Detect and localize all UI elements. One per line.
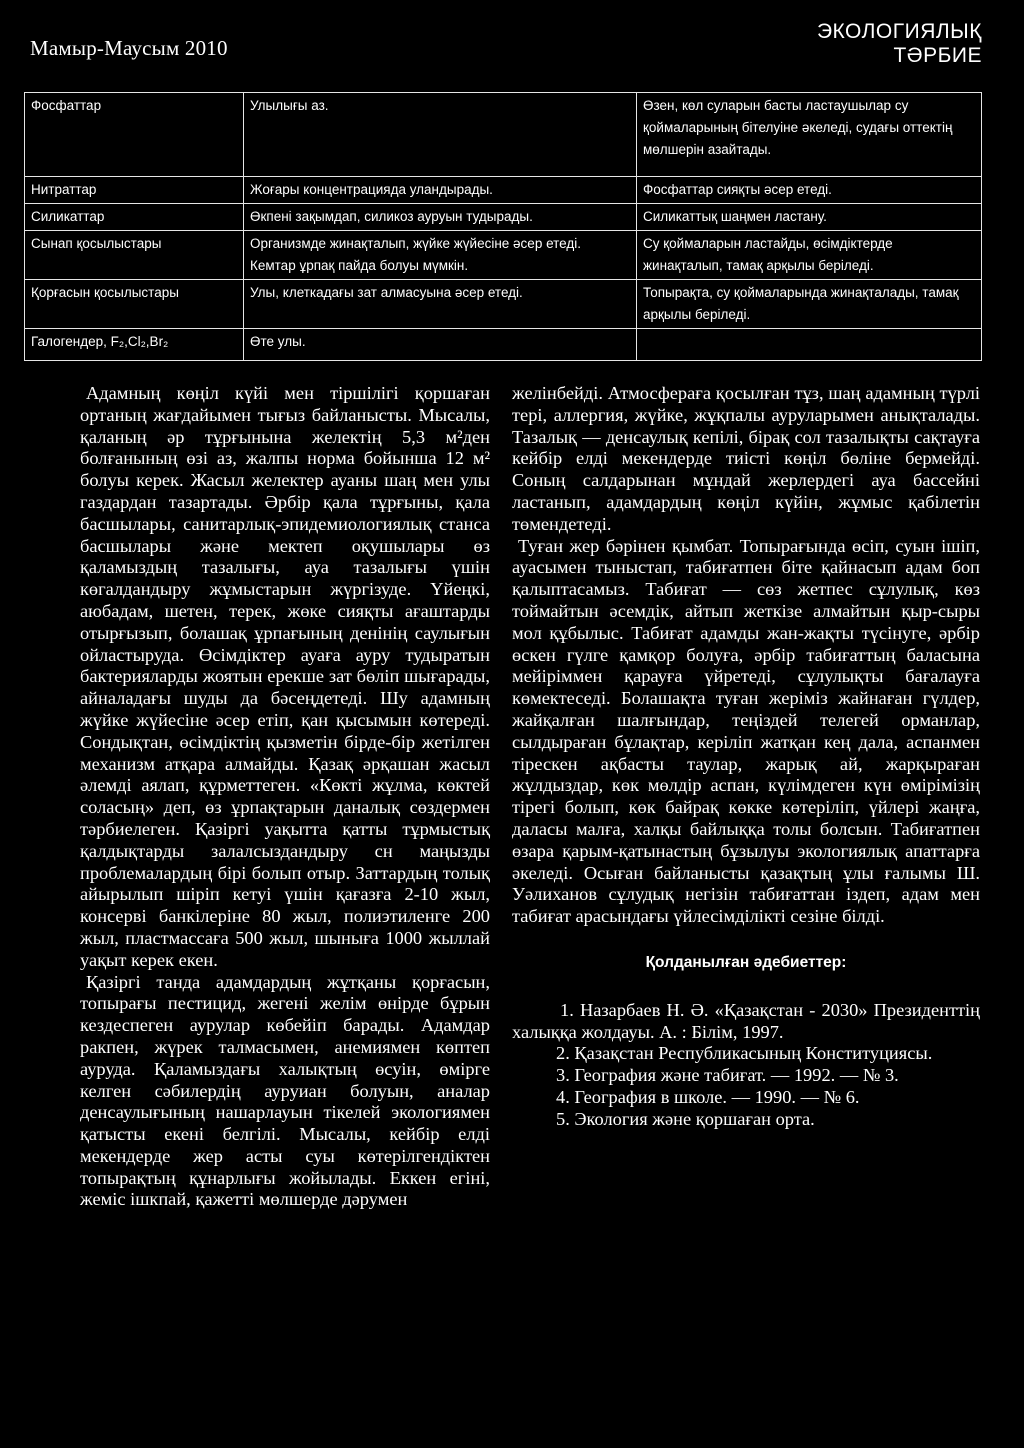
table-cell-health-effect: Жоғары концентрацияда уландырады. (244, 177, 637, 204)
table-row (25, 329, 982, 361)
table-cell-environment-effect: Топырақта, су қоймаларында жинақталады, тамақ арқылы беріледі. (637, 280, 982, 329)
table-row (25, 177, 982, 204)
table-cell-substance: Силикаттар (25, 204, 244, 231)
reference-item: 1. Назарбаев Н. Ә. «Қазақстан - 2030» Президенттің халыққа жолдауы. А. : Білім, 1997. (512, 999, 980, 1042)
table-cell-substance: Галогендер, F₂,Cl₂,Br₂ (25, 329, 244, 361)
table-cell-substance: Фосфаттар (25, 93, 244, 177)
pollutants-table (24, 92, 982, 361)
table-cell-environment-effect: Өзен, көл суларын басты ластаушылар су қоймаларының бітелуіне әкеледі, судағы оттектің мөлшерін азайтады. (637, 93, 982, 177)
issue-date: Мамыр-Маусым 2010 (30, 36, 228, 60)
table-row (25, 93, 982, 177)
article-column-left (80, 383, 490, 1211)
table-cell-environment-effect (637, 329, 982, 361)
table-cell-health-effect: Өте улы. (244, 329, 637, 361)
table-cell-health-effect: Организмде жинақталып, жүйке жүйесіне әсер етеді. Кемтар ұрпақ пайда болуы мүмкін. (244, 231, 637, 280)
article-paragraph: Туған жер бәрінен қымбат. Топырағында өсіп, суын ішіп, ауасымен тыныстап, табиғатпен біте қайнасып адам боп қалыптасамыз. Табиғат — сөз жетпес сұлулық, көз тоймайтын әсемдік, айтып жеткізе алмайтын қыр-сыры мол құбылыс. Табиғат адамды жан-жақты түсінуге, әрбір өскен гүлге қамқор болуға, әрбір табиғаттың баласына мейіріммен қарауға үйретеді, сұлулықты бағалауға көмектеседі. Болашақта туған жеріміз жайнаған гүлдер, жайқалған шалғындар, теңіздей телегей орманлар, сылдыраған бұлақтар, кеpіліп жатқан кең дала, аспанмен тірескен ақбасты таулар, жарық ай, жарқыраған жұлдыздар, көк мөлдір аспан, күлімдеген күн өмірімізің тірегі болып, көк байрақ көкке көтеріліп, үйлері жаңға, даласы малға, халқы байлыққа толы болсын. Табиғатпен өзара қарым-қатынастың бұзылуы экологиялық апаттарға әкеледі. Осыған байланысты қазақтың ұлы ғалымы Ш. Уәлиханов сұлудық негізін табиғаттан іздеп, адам мен табиғат арасындағы үйлесімділікті сезіне білді. (512, 535, 980, 927)
article-paragraph: желінбейді. Атмосфераға қосылған тұз, шаң адамның түрлі тері, аллергия, жүйке, жұқпалы ауруларымен анықталады. Тазалық — денсаулық кепілі, бірақ сол тазалықты сақтауға кейбір елді мекендерде тиісті көңіл бөліне бермейді. Соның салдарынан мұндай жерлердегі ауа бассейні ластанып, адамдардың көңіл күйін, жұмыс қабілетін төмендетеді. (512, 383, 980, 534)
table-row (25, 231, 982, 280)
table-cell-health-effect: Улы, клеткадағы зат алмасуына әсер етеді. (244, 280, 637, 329)
table-cell-substance: Нитраттар (25, 177, 244, 204)
table-cell-substance: Сынап қосылыстары (25, 231, 244, 280)
section-title-line1: ЭКОЛОГИЯЛЫҚ (816, 20, 982, 43)
table-row (25, 280, 982, 329)
article-paragraph: Адамның көңіл күйі мен тіршілігі қоршаған ортаның жағдайымен тығыз байланысты. Мысалы, қаланың әр тұрғынына желектің 5,3 м²ден болғанының өзі аз, жалпы норма бойынша 12 м² болуы керек. Жасыл желектер ауаны шаң мен улы газдардан тазартады. Әрбір қала тұрғыны, қала басшылары, санитарлық-эпидемиологиялық станса басшылары және мектеп оқушылары өз қаламыздың тазалығы, ауа тазалығы үшін көгалдандыру жұмыстарын жүргізуде. Үйеңкі, аюбадам, шетен, терек, жөке сияқты ағаштарды отырғызып, болашақ ұрпағының денінің саулығын ойластыруда. Өсімдіктер ауаға ауру тудыратын бактерияларды жоятын ерекше зат бөліп шығарады, айналадағы шуды да бәсеңдетеді. Шу адамның жүйке жүйесіне әсер етіп, қан қысымын көтереді. Сондықтан, өсімдіктің қызметін бірде-бір жетілген механизм атқара алмайды. Қазақ әрқашан жасыл әлемді аялап, құрметтеген. «Көкті жұлма, көктей соласың» деп, өз ұрпақтарын даналық сөздермен тәрбиелеген. Қазіргі уақытта қатты тұрмыстық қалдықтарды залалсыздандыру сн маңызды проблемалардың бірі болып отыр. Заттардың толық айырылып шіріп кетуі үшін қағазға 2-10 жыл, консерві банкілеріне 80 жыл, полиэтиленге 200 жыл, пластмассаға 500 жыл, шыныға 1000 жыллай уақыт керек екен. (80, 383, 490, 970)
table-cell-health-effect: Өкпені зақымдап, силикоз ауруын тудырады. (244, 204, 637, 231)
references-title: Қолданылған әдебиеттер: (645, 953, 847, 971)
table-cell-environment-effect: Фосфаттар сияқты әсер етеді. (637, 177, 982, 204)
table-cell-health-effect: Улылығы аз. (244, 93, 637, 177)
reference-item: 4. География в школе. — 1990. — № 6. (556, 1086, 860, 1107)
reference-item: 3. География және табиғат. — 1992. — № 3. (556, 1065, 899, 1086)
reference-item: 5. Экология және қоршаған орта. (556, 1108, 815, 1129)
article-column-right (512, 383, 980, 1131)
article-paragraph: Қазіргі танда адамдардың жұтқаны қорғасын, топырағы пестицид, жегені желім өнірде бұрын кездеспеген аурулар көбейіп барады. Адамдар ракпен, жүрек талмасымен, анемиямен көптеп ауруда. Қаламыздағы халықтың өсуін, өмірге келген сәбилердің ауруиан болуын, аналар денсаулығының нашарлауын тікелей экологиямен қатысты екені белгілі. Мысалы, кейбір елді мекендерде жер асты суы көтерілгендіктен топырақтың құнарлығы жойылады. Еккен егіні, жеміс ішкпай, қажетті мөлшерде дәрумен (80, 971, 490, 1210)
table-cell-environment-effect: Су қоймаларын ластайды, өсімдіктерде жинақталып, тамақ арқылы беріледі. (637, 231, 982, 280)
section-title (817, 20, 982, 68)
references-list (512, 1000, 980, 1131)
table-cell-substance: Қорғасын қосылыстары (25, 280, 244, 329)
reference-item: 2. Қазақстан Республикасының Конституциясы. (556, 1043, 933, 1064)
table-cell-environment-effect: Силикаттық шаңмен ластану. (637, 204, 982, 231)
section-title-line2: ТӘРБИЕ (893, 44, 982, 67)
table-row (25, 204, 982, 231)
